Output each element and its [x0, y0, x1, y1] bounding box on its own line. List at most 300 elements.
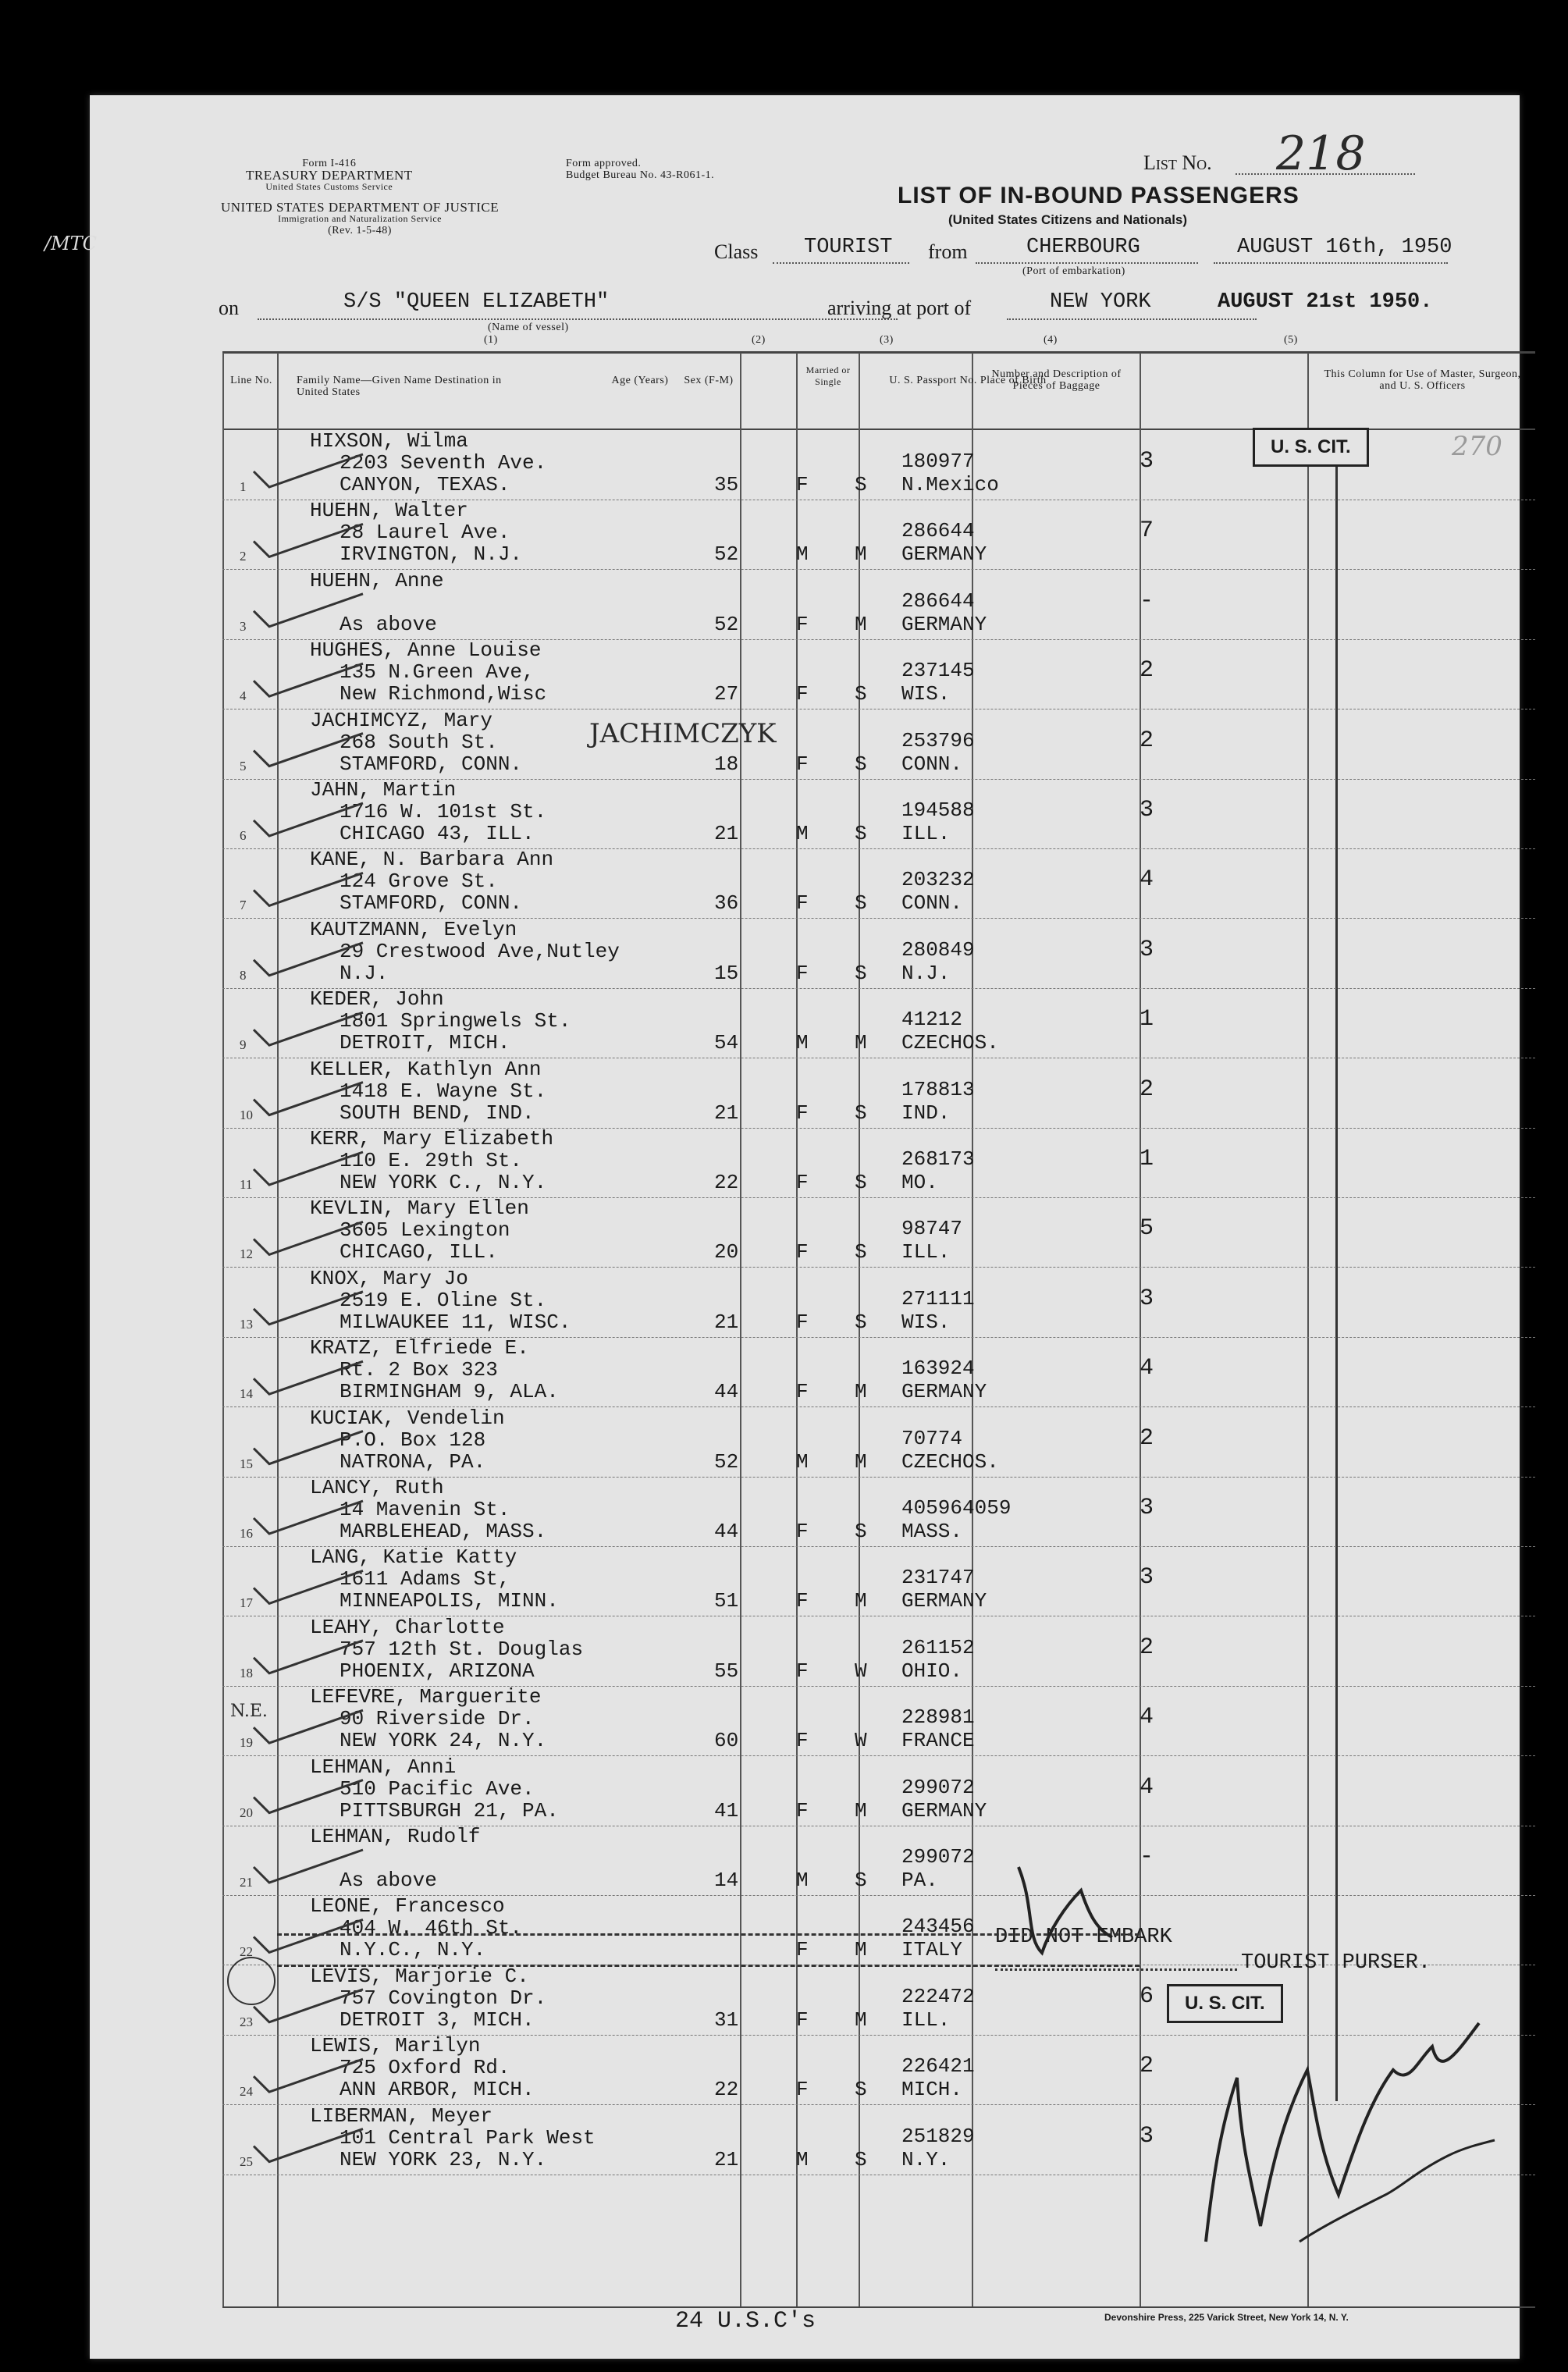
address-line-1: P.O. Box 128 — [340, 1428, 486, 1452]
sex-value: F — [796, 1310, 809, 1334]
form-approved: Form approved. — [566, 158, 642, 169]
us-cit-stamp: U. S. CIT. — [1253, 428, 1369, 467]
header-baggage: Number and Description of Pieces of Baggage — [991, 368, 1122, 392]
sex-value: F — [796, 1380, 809, 1404]
line-number: 5 — [240, 758, 247, 773]
marital-status: M — [855, 1031, 867, 1055]
sex-value: M — [796, 1031, 809, 1055]
check-mark — [254, 524, 363, 557]
place-of-birth: ITALY — [901, 1938, 963, 1962]
age-value: 15 — [714, 961, 739, 985]
baggage-count: 3 — [1140, 1285, 1154, 1312]
sex-value: F — [796, 682, 809, 706]
check-mark — [254, 2059, 363, 2092]
age-value: 52 — [714, 1449, 739, 1474]
vessel-caption: (Name of vessel) — [488, 322, 569, 333]
line-number: 1 — [240, 479, 247, 494]
age-value: 31 — [714, 2007, 739, 2032]
class-label: Class — [714, 240, 759, 263]
passport-number: 222472 — [901, 1984, 975, 2008]
address-line-1: 725 Oxford Rd. — [340, 2056, 510, 2080]
line-number: 19 — [240, 1735, 253, 1751]
line-number: 24 — [240, 2084, 253, 2100]
place-of-birth: GERMANY — [901, 542, 987, 567]
place-of-birth: MASS. — [901, 1520, 963, 1543]
baggage-count: 2 — [1140, 1634, 1154, 1661]
budget-bureau: Budget Bureau No. 43-R061-1. — [566, 169, 715, 181]
passenger-name: LIBERMAN, Meyer — [310, 2104, 493, 2128]
passport-number: 98747 — [901, 1217, 963, 1241]
place-of-birth: OHIO. — [901, 1659, 963, 1683]
place-of-birth: GERMANY — [901, 1589, 987, 1613]
passport-number: 299072 — [901, 1775, 975, 1799]
marital-status: S — [855, 1869, 867, 1892]
sex-value: F — [796, 891, 809, 916]
age-value: 44 — [714, 1380, 739, 1404]
passenger-name: LANCY, Ruth — [310, 1476, 444, 1499]
on-label: on — [219, 297, 239, 319]
address-line-1: Rt. 2 Box 323 — [340, 1358, 498, 1382]
officer-signature — [1104, 1992, 1510, 2249]
address-line-1: 90 Riverside Dr. — [340, 1707, 535, 1731]
check-mark — [254, 1431, 363, 1464]
passenger-name: LEFEVRE, Marguerite — [310, 1685, 542, 1709]
address-line-1: 1611 Adams St, — [340, 1567, 510, 1591]
marital-status: S — [855, 822, 867, 845]
age-value: 27 — [714, 682, 739, 706]
address-line-1: 14 Mavenin St. — [340, 1498, 510, 1521]
line-number: 25 — [240, 2153, 253, 2169]
address-line-1: 2203 Seventh Ave. — [340, 451, 547, 475]
passenger-name: KANE, N. Barbara Ann — [310, 848, 554, 872]
line-number: 20 — [240, 1805, 253, 1820]
baggage-count: 4 — [1140, 866, 1154, 894]
baggage-count: 2 — [1140, 2053, 1154, 2080]
address-line-2: DETROIT 3, MICH. — [340, 2007, 535, 2032]
marital-status: M — [855, 1380, 867, 1404]
did-not-embark: DID NOT EMBARK — [995, 1926, 1172, 1949]
page-subtitle: (United States Citizens and Nationals) — [948, 212, 1188, 227]
place-of-birth: GERMANY — [901, 1380, 987, 1404]
passenger-name: KELLER, Kathlyn Ann — [310, 1057, 542, 1081]
check-marks — [246, 431, 714, 2320]
age-value: 22 — [714, 2078, 739, 2102]
column-index: (4) — [1044, 334, 1058, 346]
manifest-page — [44, 95, 1521, 2359]
passenger-name: LEONE, Francesco — [310, 1894, 505, 1919]
sex-value: M — [796, 1869, 809, 1892]
passenger-name: LEVIS, Marjorie C. — [310, 1964, 529, 1988]
ins-title: Immigration and Naturalization Service — [278, 213, 443, 224]
place-of-birth: GERMANY — [901, 612, 987, 636]
line-number: 18 — [240, 1665, 253, 1680]
check-mark — [254, 594, 363, 627]
marital-status: S — [855, 961, 867, 985]
sex-value: F — [796, 2078, 809, 2102]
us-cit-stamp: U. S. CIT. — [1167, 1984, 1283, 2023]
address-line-1: 110 E. 29th St. — [340, 1149, 523, 1172]
class-value: TOURIST — [804, 236, 893, 259]
check-mark — [254, 1990, 363, 2022]
check-mark — [254, 734, 363, 766]
table-top-rule — [222, 351, 1535, 354]
address-line-1: 757 Covington Dr. — [340, 1986, 547, 2010]
address-line-1: 510 Pacific Ave. — [340, 1776, 535, 1801]
check-mark — [254, 1152, 363, 1185]
address-line-1: 135 N.Green Ave, — [340, 660, 535, 685]
passport-number: 178813 — [901, 1077, 975, 1101]
baggage-count: 3 — [1140, 448, 1154, 475]
age-value: 22 — [714, 1171, 739, 1194]
baggage-count: - — [1140, 587, 1154, 614]
depart-date: AUGUST 16th, 1950 — [1237, 236, 1452, 259]
address-line-2: N.J. — [340, 961, 389, 985]
place-of-birth: CZECHOS. — [901, 1449, 999, 1474]
line-number: 22 — [240, 1944, 253, 1960]
from-line — [976, 262, 1198, 264]
address-line-1: 2519 E. Oline St. — [340, 1288, 547, 1312]
check-mark — [254, 1361, 363, 1394]
place-of-birth: ILL. — [901, 2007, 951, 2032]
line-number: 11 — [240, 1177, 253, 1192]
passenger-name: KNOX, Mary Jo — [310, 1266, 468, 1290]
baggage-count: 3 — [1140, 797, 1154, 823]
vessel-name: S/S "QUEEN ELIZABETH" — [343, 290, 610, 314]
address-line-2: MILWAUKEE 11, WISC. — [340, 1310, 571, 1334]
sex-value: F — [796, 1659, 809, 1683]
place-of-birth: FRANCE — [901, 1729, 975, 1753]
sex-value: F — [796, 961, 809, 985]
check-mark — [254, 873, 363, 905]
address-line-2: CHICAGO 43, ILL. — [340, 822, 535, 845]
header-officers: This Column for Use of Master, Surgeon, and U. S. Officers — [1324, 368, 1521, 392]
check-mark — [254, 1570, 363, 1603]
address-line-2: PITTSBURGH 21, PA. — [340, 1798, 559, 1823]
passenger-name: LEHMAN, Rudolf — [310, 1825, 481, 1848]
passenger-name: KAUTZMANN, Evelyn — [310, 917, 517, 941]
from-label: from — [928, 240, 968, 263]
header-sex: Sex (F-M) — [684, 375, 734, 386]
header-age: Age (Years) — [611, 375, 669, 386]
check-mark — [254, 1222, 363, 1254]
passport-number: 41212 — [901, 1008, 963, 1032]
baggage-count: - — [1140, 1844, 1154, 1870]
address-line-1: 3605 Lexington — [340, 1218, 510, 1243]
place-of-birth: N.Mexico — [901, 473, 999, 496]
passport-number: 163924 — [901, 1357, 975, 1381]
age-value: 41 — [714, 1798, 739, 1823]
column-index: (2) — [752, 334, 766, 346]
margin-note: /MTC — [44, 233, 98, 254]
baggage-count: 2 — [1140, 1424, 1154, 1452]
port-embark-caption: (Port of embarkation) — [1022, 265, 1125, 277]
address-line-2: N.Y.C., N.Y. — [340, 1938, 486, 1962]
age-value: 21 — [714, 1101, 739, 1125]
passport-number: 253796 — [901, 728, 975, 752]
line-number: 12 — [240, 1246, 253, 1262]
ne-mark: N.E. — [230, 1702, 268, 1721]
sex-value: F — [796, 1729, 809, 1753]
passenger-name: LEAHY, Charlotte — [310, 1615, 505, 1639]
header-married: Married or Single — [805, 365, 851, 387]
marital-status: S — [855, 473, 867, 496]
passport-number: 268173 — [901, 1147, 975, 1171]
baggage-count: 3 — [1140, 936, 1154, 963]
baggage-count: 7 — [1140, 517, 1154, 545]
sex-value: F — [796, 752, 809, 776]
sex-value: F — [796, 1520, 809, 1543]
check-mark — [254, 943, 363, 976]
passenger-name: JACHIMCYZ, Mary — [310, 708, 493, 732]
check-mark — [254, 1919, 363, 1952]
check-mark — [254, 2129, 363, 2162]
baggage-count: 4 — [1140, 1773, 1154, 1801]
address-line-1: 1716 W. 101st St. — [340, 800, 547, 823]
passenger-name: KEDER, John — [310, 987, 444, 1012]
check-mark — [254, 1710, 363, 1743]
doj-title: UNITED STATES DEPARTMENT OF JUSTICE — [221, 200, 500, 215]
arrival-port: NEW YORK — [1050, 290, 1151, 314]
footer-total: 24 U.S.C's — [675, 2308, 816, 2335]
marital-status: S — [855, 1171, 867, 1194]
baggage-count: 1 — [1140, 1146, 1154, 1172]
passenger-name: HUEHN, Walter — [310, 499, 468, 523]
address-line-2: BIRMINGHAM 9, ALA. — [340, 1380, 559, 1404]
place-of-birth: MO. — [901, 1171, 938, 1194]
form-approved-block — [566, 158, 714, 181]
address-line-2: MINNEAPOLIS, MINN. — [340, 1589, 559, 1613]
address-line-2: NEW YORK C., N.Y. — [340, 1171, 547, 1194]
marital-status: W — [855, 1659, 867, 1683]
header-name: Family Name—Given Name Destination in United States — [297, 375, 502, 398]
age-value: 52 — [714, 612, 739, 636]
class-line — [773, 262, 909, 264]
list-no-value: 218 — [1276, 126, 1366, 181]
address-line-1: 101 Central Park West — [340, 2125, 596, 2150]
check-mark — [254, 1292, 363, 1325]
address-line-1: 124 Grove St. — [340, 869, 498, 894]
age-value: 52 — [714, 542, 739, 567]
place-of-birth: ILL. — [901, 1240, 951, 1264]
line-number: 8 — [240, 967, 247, 983]
address-line-2: CHICAGO, ILL. — [340, 1240, 498, 1264]
address-line-1: 404 W. 46th St. — [340, 1916, 523, 1940]
passenger-name: LEHMAN, Anni — [310, 1755, 457, 1779]
sex-value: F — [796, 1101, 809, 1125]
place-of-birth: CONN. — [901, 891, 963, 916]
address-line-2: CANYON, TEXAS. — [340, 473, 510, 496]
address-line-1: 268 South St. — [340, 730, 498, 754]
age-value: 55 — [714, 1659, 739, 1683]
date-line — [1214, 262, 1448, 264]
from-value: CHERBOURG — [1026, 236, 1140, 259]
marital-status: M — [855, 542, 867, 567]
passport-number: 231747 — [901, 1566, 975, 1590]
line-number: 4 — [240, 688, 247, 704]
address-line-1: 1801 Springwels St. — [340, 1009, 571, 1033]
address-line-2: IRVINGTON, N.J. — [340, 542, 523, 567]
baggage-count: 2 — [1140, 1076, 1154, 1103]
passport-number: 243456 — [901, 1915, 975, 1939]
sex-value: F — [796, 612, 809, 636]
marital-status: S — [855, 1520, 867, 1543]
sex-value: F — [796, 473, 809, 496]
sex-value: M — [796, 1449, 809, 1474]
passenger-name: HUEHN, Anne — [310, 568, 444, 592]
address-line-2: NATRONA, PA. — [340, 1449, 486, 1474]
line-number: 21 — [240, 1875, 253, 1890]
arriving-label: arriving at port of — [827, 297, 972, 319]
passenger-name: JAHN, Martin — [310, 778, 457, 802]
baggage-count: 1 — [1140, 1006, 1154, 1033]
count-annotation: 270 — [1452, 431, 1502, 462]
address-line-2: PHOENIX, ARIZONA — [340, 1659, 535, 1683]
address-line-2: As above — [340, 612, 437, 636]
line-number: 7 — [240, 898, 247, 913]
check-mark — [254, 663, 363, 696]
line-number: 16 — [240, 1526, 253, 1541]
passport-number: 261152 — [901, 1635, 975, 1659]
line-number: 10 — [240, 1107, 253, 1122]
line-number: 3 — [240, 618, 247, 634]
tourist-purser: TOURIST PURSER. — [1241, 1951, 1431, 1975]
age-value: 54 — [714, 1031, 739, 1055]
sex-value: F — [796, 2007, 809, 2032]
place-of-birth: WIS. — [901, 1310, 951, 1334]
place-of-birth: IND. — [901, 1101, 951, 1125]
marital-status: M — [855, 612, 867, 636]
passport-number: 280849 — [901, 937, 975, 962]
column-index: (3) — [880, 334, 894, 346]
marital-status: S — [855, 1310, 867, 1334]
list-no-label: List No. — [1143, 151, 1212, 174]
marital-status: S — [855, 2147, 867, 2171]
form-number: Form I-416 — [302, 158, 357, 169]
marital-status: M — [855, 1798, 867, 1823]
passport-number: 194588 — [901, 798, 975, 822]
baggage-count: 2 — [1140, 657, 1154, 685]
check-mark — [254, 1641, 363, 1673]
sex-value: F — [796, 1798, 809, 1823]
marital-status: M — [855, 1449, 867, 1474]
sex-value: M — [796, 2147, 809, 2171]
address-line-1: 757 12th St. Douglas — [340, 1637, 584, 1661]
place-of-birth: GERMANY — [901, 1798, 987, 1823]
address-line-2: MARBLEHEAD, MASS. — [340, 1520, 547, 1543]
age-value: 18 — [714, 752, 739, 776]
passport-number: 271111 — [901, 1286, 975, 1310]
arrival-port-line — [1007, 318, 1257, 320]
place-of-birth: PA. — [901, 1869, 938, 1892]
check-mark — [254, 1780, 363, 1813]
baggage-count: 5 — [1140, 1215, 1154, 1243]
check-mark — [254, 1083, 363, 1115]
line-number: 6 — [240, 828, 247, 843]
address-line-2: NEW YORK 23, N.Y. — [340, 2147, 547, 2171]
arrival-date: AUGUST 21st 1950. — [1218, 290, 1433, 314]
age-value: 36 — [714, 891, 739, 916]
address-line-1: 28 Laurel Ave. — [340, 521, 510, 545]
header-passport: U. S. Passport No. Place of Birth — [889, 375, 1047, 386]
check-mark — [254, 454, 363, 487]
baggage-count: 3 — [1140, 2122, 1154, 2150]
marital-status: S — [855, 1240, 867, 1264]
sex-value: M — [796, 822, 809, 845]
age-value: 60 — [714, 1729, 739, 1753]
passenger-name: KUCIAK, Vendelin — [310, 1406, 505, 1430]
sex-value: F — [796, 1938, 809, 1962]
passenger-name: HIXSON, Wilma — [310, 429, 468, 453]
age-value: 35 — [714, 473, 739, 496]
revision: (Rev. 1-5-48) — [328, 225, 392, 236]
marital-status: S — [855, 2078, 867, 2102]
line-number: 23 — [240, 2014, 253, 2029]
passport-number: 70774 — [901, 1426, 963, 1450]
age-value: 51 — [714, 1589, 739, 1613]
passenger-name: KERR, Mary Elizabeth — [310, 1127, 554, 1150]
passport-number: 405964059 — [901, 1496, 1012, 1520]
baggage-count: 4 — [1140, 1355, 1154, 1382]
treasury-dept: TREASURY DEPARTMENT — [246, 168, 413, 183]
line-number: 14 — [240, 1386, 253, 1402]
passenger-name: KRATZ, Elfriede E. — [310, 1336, 529, 1360]
column-index: (1) — [484, 334, 498, 346]
place-of-birth: CONN. — [901, 752, 963, 776]
marital-status: S — [855, 752, 867, 776]
passport-number: 180977 — [901, 450, 975, 473]
place-of-birth: CZECHOS. — [901, 1031, 999, 1055]
marital-status: S — [855, 682, 867, 706]
purser-dots — [995, 1968, 1237, 1971]
marital-status: S — [855, 891, 867, 916]
baggage-count: 3 — [1140, 1495, 1154, 1521]
passport-number: 286644 — [901, 589, 975, 613]
address-line-2: As above — [340, 1869, 437, 1892]
passport-number: 299072 — [901, 1845, 975, 1869]
place-of-birth: N.Y. — [901, 2147, 951, 2171]
column-index: (5) — [1284, 334, 1298, 346]
line-21-scribble — [995, 1859, 1120, 1961]
line-number: 2 — [240, 549, 247, 564]
age-value: 44 — [714, 1520, 739, 1543]
line-number: 17 — [240, 1595, 253, 1611]
address-line-1: 29 Crestwood Ave,Nutley — [340, 939, 620, 963]
customs-service: United States Customs Service — [265, 181, 393, 192]
address-line-1: 1418 E. Wayne St. — [340, 1079, 547, 1103]
sex-value: F — [796, 1240, 809, 1264]
age-value: 21 — [714, 2147, 739, 2171]
form-number-block — [246, 158, 413, 193]
header-line-no: Line No. — [230, 375, 272, 386]
place-of-birth: MICH. — [901, 2078, 963, 2102]
passport-number: 251829 — [901, 2124, 975, 2148]
table-bottom-rule — [222, 2306, 1535, 2308]
sex-value: M — [796, 542, 809, 567]
address-line-2: STAMFORD, CONN. — [340, 891, 523, 916]
age-value: 20 — [714, 1240, 739, 1264]
doj-block — [221, 201, 499, 236]
check-mark — [254, 1850, 363, 1883]
address-line-2: NEW YORK 24, N.Y. — [340, 1729, 547, 1753]
baggage-count: 3 — [1140, 1564, 1154, 1591]
sex-value: F — [796, 1171, 809, 1194]
vessel-line — [258, 318, 898, 320]
passport-number: 286644 — [901, 519, 975, 543]
place-of-birth: N.J. — [901, 961, 951, 985]
printer-imprint: Devonshire Press, 225 Varick Street, New York 14, N. Y. — [1104, 2312, 1349, 2323]
corrected-surname: JACHIMCZYK — [589, 718, 777, 749]
check-mark — [254, 1501, 363, 1534]
